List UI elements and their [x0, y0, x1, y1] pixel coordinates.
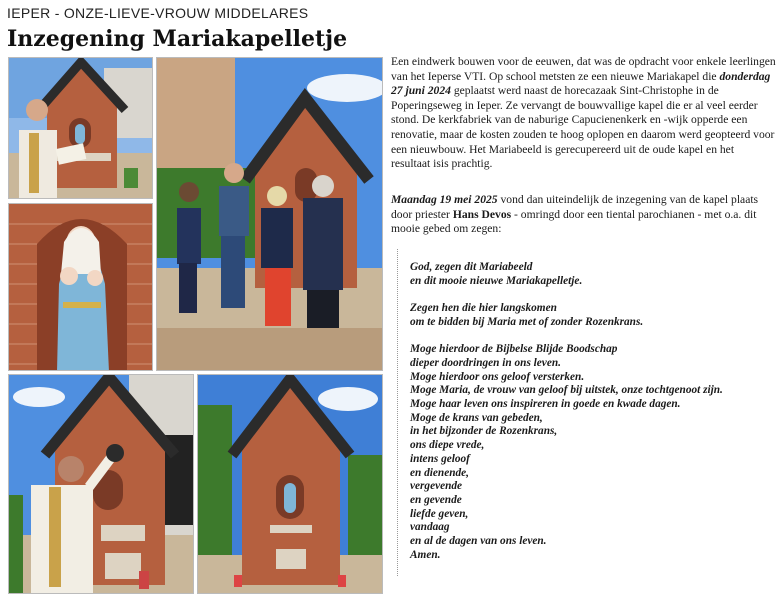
paragraph-2-text-b: - omringd door een tiental parochianen - met o.a. dit mooie gebed om zegen: — [391, 207, 757, 236]
photo-finished-chapel — [197, 374, 383, 594]
paragraph-1-text-a: Een eindwerk bouwen voor de eeuwen, dat was de opdracht voor enkele leerlingen van het Ieperse VTI. Op school metsten ze een nieuwe Mariakapel die — [391, 55, 776, 83]
article-paragraph-2 — [391, 193, 776, 237]
article-title: Inzegening Mariakapelletje — [7, 26, 348, 52]
prayer-text: God, zegen dit Mariabeeld en dit mooie nieuwe Mariakapelletje. Zegen hen die hier langskomen om te bidden bij Maria met of zonder Rozenkrans. Moge hierdoor de Bijbelse Blijde Boodschap dieper doordringen in ons leven. Moge hierdoor ons geloof versterken. Moge Maria, de vrouw van geloof bij uitstek, onze tochtgenoot zijn. Moge haar leven ons inspireren in goede en kwade dagen. Moge de krans van gebeden, in het bijzonder de Rozenkrans, ons diepe vrede, intens geloof en dienende, vergevende en gevende liefde geven, vandaag en al de dagen van ons leven. Amen. — [410, 261, 723, 561]
blessing-date: Maandag 19 mei 2025 — [391, 193, 498, 206]
photo-parishioners — [156, 57, 383, 371]
kicker: IEPER - ONZE-LIEVE-VROUW MIDDELARES — [7, 5, 309, 21]
photo-priest-sprinkling — [8, 374, 194, 594]
paragraph-1-text-b: geplaatst werd naast de horecazaak Sint-Christophe in de Poperingseweg in Ieper. Ze vervangt de bouwvallige kapel die er al veel eerder stond. De kerkfabriek van de naburige Capucienenkerk en -wijk opperde een renovatie, maar de kosten zouden te hoog oplopen en daarom werd geopteerd voor een nieuwbouw. Het Mariabeeld is gerecupereerd uit de oude kapel en het resultaat isis prachtig. — [391, 84, 775, 171]
article-paragraph-1 — [391, 55, 776, 172]
paragraph-2-text-a: vond dan uiteindelijk de inzegening van de kapel plaats door priester — [391, 193, 759, 221]
chapel-placement-date: donderdag 27 juni 2024 — [391, 69, 771, 98]
prayer-box — [397, 249, 770, 576]
photo-priest-reading — [8, 57, 153, 199]
photo-mary-statue — [8, 203, 153, 371]
priest-name: Hans Devos — [452, 207, 512, 221]
